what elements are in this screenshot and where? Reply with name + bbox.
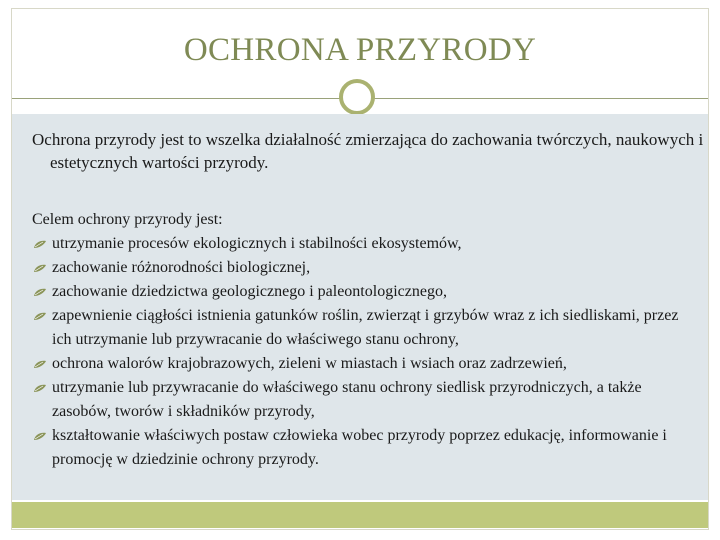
goal-text: zachowanie dziedzictwa geologicznego i paleontologicznego, xyxy=(52,283,447,300)
leaf-bullet-icon xyxy=(33,312,47,321)
goal-text: zachowanie różnorodności biologicznej, xyxy=(52,259,311,276)
goal-item xyxy=(32,352,692,376)
slide-title: OCHRONA PRZYRODY xyxy=(183,32,537,68)
goals-list xyxy=(32,232,692,472)
leaf-bullet-icon xyxy=(33,384,47,393)
intro-paragraph: Ochrona przyrody jest to wszelka działalność zmierzająca do zachowania twórczych, naukowych i estetycznych wartości przyrody. xyxy=(32,130,704,172)
leaf-bullet-icon xyxy=(33,240,47,249)
goal-text: zapewnienie ciągłości istnienia gatunków roślin, zwierząt i grzybów wraz z ich siedliskami, przez ich utrzymanie lub przywracanie do właściwego stanu ochrony, xyxy=(52,307,679,348)
goal-text: utrzymanie lub przywracanie do właściwego stanu ochrony siedlisk przyrodniczych, a także zasobów, tworów i składników przyrody, xyxy=(52,379,642,420)
leaf-bullet-icon xyxy=(33,288,47,297)
goal-text: utrzymanie procesów ekologicznych i stabilności ekosystemów, xyxy=(52,235,462,252)
goals-heading: Celem ochrony przyrody jest: xyxy=(32,211,223,228)
goal-item xyxy=(32,304,692,352)
goal-item xyxy=(32,232,692,256)
ring-ornament-icon xyxy=(339,79,375,115)
leaf-bullet-icon xyxy=(33,360,47,369)
goal-text: ochrona walorów krajobrazowych, zieleni w miastach i wsiach oraz zadrzewień, xyxy=(52,355,567,372)
leaf-bullet-icon xyxy=(33,432,47,441)
leaf-bullet-icon xyxy=(33,264,47,273)
goal-text: kształtowanie właściwych postaw człowieka wobec przyrody poprzez edukację, informowanie i promocję w dziedzinie ochrony przyrody. xyxy=(52,427,667,468)
goal-item xyxy=(32,256,692,280)
footer-bar xyxy=(12,502,708,528)
goal-item xyxy=(32,424,692,472)
goal-item xyxy=(32,280,692,304)
goal-item xyxy=(32,376,692,424)
